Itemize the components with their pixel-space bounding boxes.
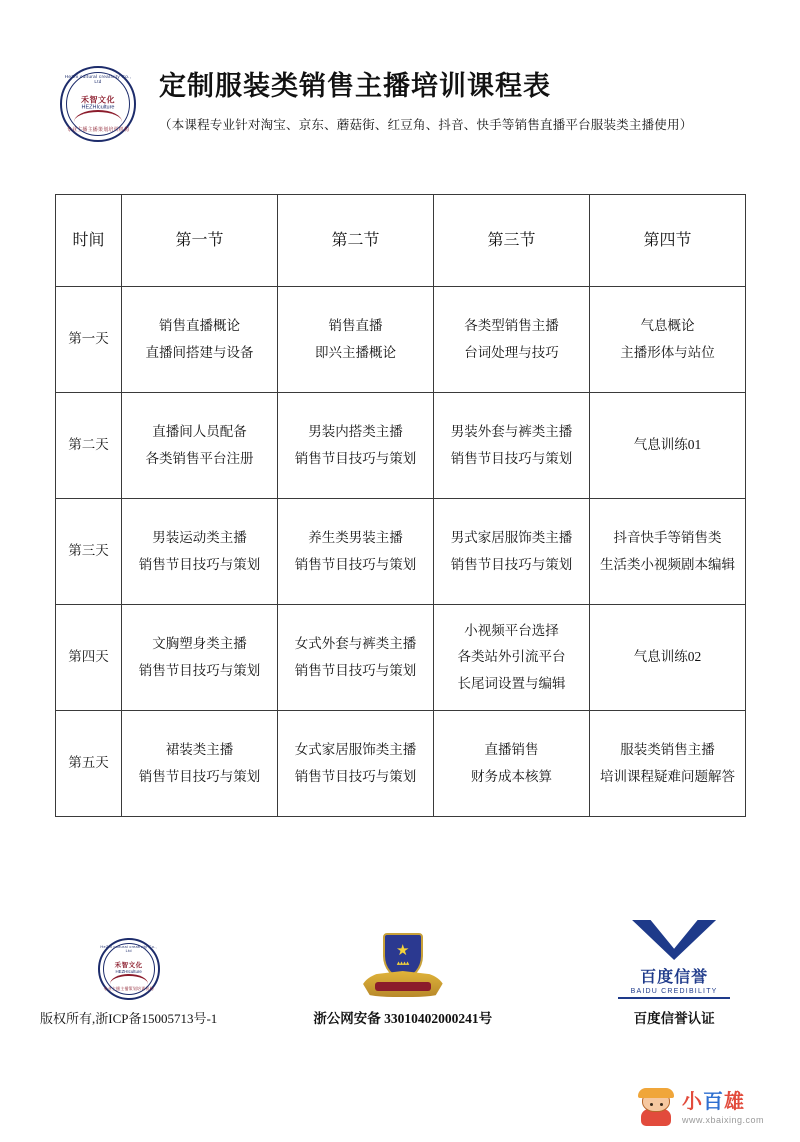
table-cell	[434, 605, 590, 711]
cell-line: 销售节目技巧与策划	[450, 450, 573, 466]
seal-top-text: HeZhi cultural creativity Co., Ltd	[64, 74, 132, 84]
cell-line: 各类销售平台注册	[145, 450, 254, 466]
watermark-text	[682, 1092, 764, 1125]
company-seal-small-icon	[98, 938, 160, 1000]
cell-line: 女式家居服饰类主播	[294, 742, 417, 758]
table-cell	[434, 711, 590, 817]
cell-line: 销售节目技巧与策划	[294, 450, 417, 466]
row-label-day: 第五天	[56, 711, 122, 817]
cell-line: 服装类销售主播	[620, 742, 715, 758]
table-cell	[590, 605, 746, 711]
seal-name-en: HEZHIculture	[115, 969, 142, 975]
cell-line: 文胸塑身类主播	[152, 636, 247, 652]
seal-bottom-text: 专业主播主播策划培训机构	[66, 128, 130, 133]
seal-name-cn: 禾智文化	[114, 961, 143, 969]
watermark-char-1: 小	[681, 1090, 703, 1113]
emblem-star-icon: ★	[396, 943, 410, 959]
baidu-divider	[618, 997, 730, 999]
table-row	[56, 711, 746, 817]
column-header-period-4: 第四节	[590, 195, 746, 287]
cell-line: 各类型销售主播	[464, 318, 559, 334]
police-record-caption: 浙公网安备 33010402000241号	[313, 1011, 493, 1026]
table-cell	[278, 287, 434, 393]
row-label-day: 第三天	[56, 499, 122, 605]
column-header-time: 时间	[56, 195, 122, 287]
cell-line: 男式家居服饰类主播	[450, 530, 573, 546]
logo-container	[55, 62, 141, 142]
page-subtitle: （本课程专业针对淘宝、京东、蘑菇街、红豆角、抖音、快手等销售直播平台服装类主播使用）	[159, 118, 693, 132]
page-title: 定制服装类销售主播培训课程表	[159, 71, 551, 101]
table-header-row	[56, 195, 746, 287]
cell-line: 财务成本核算	[471, 768, 552, 784]
site-watermark	[636, 1088, 764, 1128]
mascot-eye-right	[660, 1103, 663, 1106]
cell-line: 直播销售	[484, 742, 539, 758]
table-body	[56, 287, 746, 817]
column-header-period-2: 第二节	[278, 195, 434, 287]
table-head	[56, 195, 746, 287]
company-seal-icon	[60, 66, 136, 142]
cell-line: 气息训练02	[633, 649, 702, 665]
seal-bottom-text: 专业主播主播策划培训机构	[103, 986, 154, 991]
cell-line: 气息概论	[640, 318, 695, 334]
table-row	[56, 499, 746, 605]
baidu-name-cn: 百度信誉	[640, 969, 709, 986]
mascot-hat	[638, 1088, 674, 1098]
cell-line: 直播间人员配备	[152, 424, 247, 440]
row-label-day: 第四天	[56, 605, 122, 711]
emblem-band	[375, 982, 431, 991]
document-footer	[0, 920, 800, 1090]
watermark-char-2: 百	[702, 1090, 724, 1113]
cell-line: 直播间搭建与设备	[145, 344, 254, 360]
mascot-icon	[636, 1088, 676, 1128]
cell-line: 生活类小视频剧本编辑	[600, 556, 735, 572]
cell-line: 养生类男装主播	[308, 530, 403, 546]
table-row	[56, 287, 746, 393]
table-cell	[122, 287, 278, 393]
cell-line: 销售节目技巧与策划	[294, 768, 417, 784]
schedule-table-container	[55, 194, 745, 817]
watermark-char-3: 雄	[723, 1090, 745, 1113]
table-cell	[434, 499, 590, 605]
table-cell	[278, 711, 434, 817]
row-label-day: 第一天	[56, 287, 122, 393]
table-cell	[122, 605, 278, 711]
cell-line: 销售节目技巧与策划	[138, 768, 261, 784]
cell-line: 台词处理与技巧	[464, 344, 559, 360]
cell-line: 销售节目技巧与策划	[450, 556, 573, 572]
table-cell	[122, 393, 278, 499]
badge-icp	[40, 938, 217, 1027]
cell-line: 即兴主播概论	[315, 344, 396, 360]
table-cell	[278, 605, 434, 711]
mascot-eye-left	[650, 1103, 653, 1106]
cell-line: 长尾词设置与编辑	[457, 675, 566, 691]
seal-name-en: HEZHIculture	[81, 104, 115, 111]
table-cell	[122, 499, 278, 605]
table-cell	[278, 393, 434, 499]
badge-police-record	[313, 933, 492, 1027]
baidu-credibility-icon	[599, 920, 749, 999]
table-cell	[590, 499, 746, 605]
seal-name-cn: 禾智文化	[81, 95, 115, 105]
column-header-period-1: 第一节	[122, 195, 278, 287]
table-cell	[122, 711, 278, 817]
table-cell	[590, 711, 746, 817]
cell-line: 各类站外引流平台	[457, 649, 566, 665]
table-cell	[590, 287, 746, 393]
cell-line: 销售直播概论	[159, 318, 240, 334]
title-block	[141, 62, 800, 133]
watermark-url: www.xbaixing.com	[681, 1114, 764, 1125]
seal-swoosh-icon	[110, 974, 148, 984]
cell-line: 男装外套与裤类主播	[450, 424, 573, 440]
cell-line: 销售节目技巧与策划	[294, 556, 417, 572]
document-header	[0, 0, 800, 142]
emblem-sub-icon: ▴▴▴▴	[396, 959, 409, 967]
cell-line: 裙装类主播	[165, 742, 234, 758]
watermark-brand	[682, 1092, 764, 1112]
seal-core	[81, 95, 115, 111]
cell-line: 女式外套与裤类主播	[294, 636, 417, 652]
schedule-table	[55, 194, 746, 817]
table-row	[56, 393, 746, 499]
cell-line: 抖音快手等销售类	[613, 530, 722, 546]
cell-line: 男装内搭类主播	[308, 424, 403, 440]
seal-top-text: HeZhi cultural creativity Co., Ltd	[100, 945, 157, 953]
cell-line: 销售节目技巧与策划	[138, 662, 261, 678]
cell-line: 销售节目技巧与策划	[138, 556, 261, 572]
cell-line: 销售直播	[328, 318, 383, 334]
police-emblem-icon	[361, 933, 445, 999]
badge-baidu-credibility	[588, 920, 760, 1027]
cell-line: 主播形体与站位	[620, 344, 715, 360]
cell-line: 销售节目技巧与策划	[294, 662, 417, 678]
seal-swoosh-icon	[74, 110, 122, 122]
table-cell	[434, 393, 590, 499]
column-header-period-3: 第三节	[434, 195, 590, 287]
baidu-caption: 百度信誉认证	[633, 1011, 715, 1026]
cell-line: 男装运动类主播	[152, 530, 247, 546]
table-cell	[434, 287, 590, 393]
cell-line: 小视频平台选择	[464, 623, 559, 639]
table-row	[56, 605, 746, 711]
cell-line: 培训课程疑难问题解答	[600, 768, 735, 784]
table-cell	[590, 393, 746, 499]
baidu-name-en: BAIDU CREDIBILITY	[630, 988, 718, 995]
cell-line: 气息训练01	[633, 437, 702, 453]
row-label-day: 第二天	[56, 393, 122, 499]
seal-core	[115, 962, 143, 975]
icp-caption: 版权所有,浙ICP备15005713号-1	[40, 1011, 218, 1026]
baidu-v-mark	[632, 920, 716, 960]
table-cell	[278, 499, 434, 605]
footer-badges	[0, 920, 800, 1027]
